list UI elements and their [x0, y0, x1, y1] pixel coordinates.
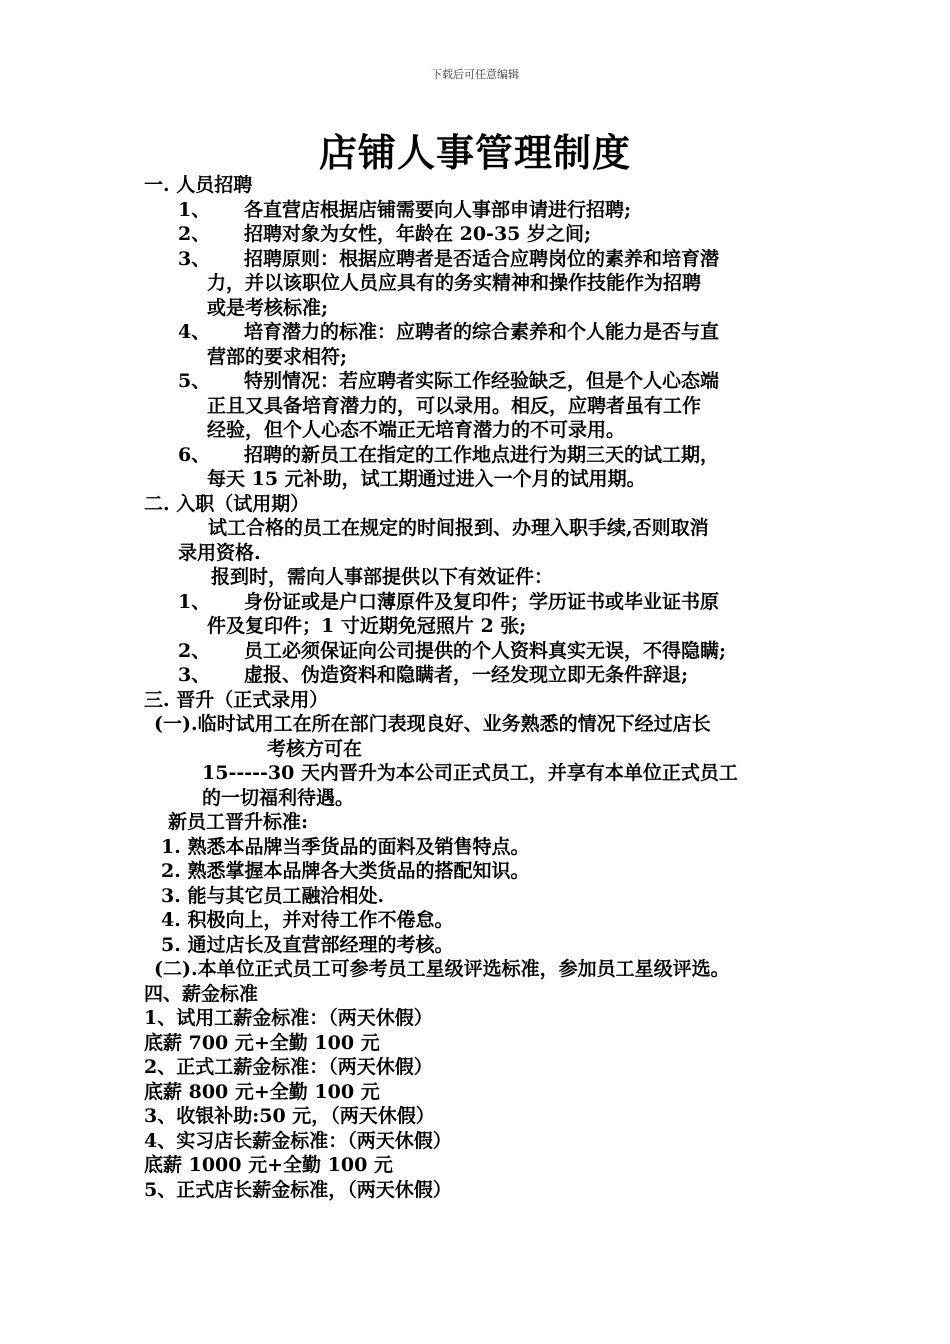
list-text: 招聘对象为女性，年龄在 20-35 岁之间; [244, 223, 592, 245]
section-heading-onboarding: 二. 入职（试用期） [144, 492, 310, 515]
list-item [144, 663, 824, 688]
list-number: 5、 [178, 370, 211, 392]
list-item [144, 369, 824, 394]
list-number: 2、 [178, 223, 211, 245]
list-text-continuation: 或是考核标准; [207, 296, 329, 319]
paragraph: (二).本单位正式员工可参考员工星级评选标准，参加员工星级评选。 [154, 958, 730, 980]
paragraph: 报到时，需向人事部提供以下有效证件： [211, 566, 554, 588]
section-heading-promotion: 三. 晋升（正式录用） [144, 688, 329, 711]
paragraph-continuation: 考核方可在 [267, 737, 363, 760]
list-text: 员工必须保证向公司提供的个人资料真实无误，不得隐瞒; [244, 639, 727, 662]
list-item [144, 443, 824, 468]
section-heading-recruitment: 一. 人员招聘 [144, 174, 253, 196]
list-item: 4. 积极向上，并对待工作不倦怠。 [161, 909, 454, 931]
salary-line: 3、收银补助:50 元，（两天休假） [144, 1105, 435, 1127]
list-text: 各直营店根据店铺需要向人事部申请进行招聘; [244, 198, 632, 221]
list-text-continuation: 每天 15 元补助，试工期通过进入一个月的试用期。 [207, 468, 646, 490]
list-item [144, 639, 824, 664]
list-item: 2. 熟悉掌握本品牌各大类货品的搭配知识。 [161, 860, 530, 882]
list-number: 4、 [178, 321, 211, 343]
list-item [144, 590, 824, 615]
list-number: 2、 [178, 639, 211, 662]
paragraph: 15-----30 天内晋升为本公司正式员工，并享有本单位正式员工 [202, 762, 738, 784]
section-heading-salary: 四、薪金标准 [144, 982, 259, 1005]
list-item: 3. 能与其它员工融洽相处. [161, 884, 385, 907]
list-text-continuation: 经验，但个人心态不端正无培育潜力的不可录用。 [207, 419, 626, 441]
list-number: 3、 [178, 664, 211, 686]
list-text: 虚报、伪造资料和隐瞒者，一经发现立即无条件辞退; [244, 664, 689, 686]
page-header-note: 下载后可任意编辑 [431, 68, 519, 81]
list-text-continuation: 营部的要求相符; [207, 345, 348, 368]
paragraph-continuation: 录用资格. [178, 541, 261, 564]
list-item: 1. 熟悉本品牌当季货品的面料及销售特点。 [161, 835, 530, 858]
salary-line: 底薪 700 元+全勤 100 元 [144, 1031, 380, 1054]
list-item [144, 198, 824, 223]
salary-line: 5、正式店长薪金标准，（两天休假） [144, 1178, 452, 1201]
list-item [144, 247, 824, 272]
paragraph: 试工合格的员工在规定的时间报到、办理入职手续,否则取消 [208, 517, 709, 539]
document-title: 店铺人事管理制度 [318, 130, 631, 175]
salary-line: 底薪 800 元+全勤 100 元 [144, 1080, 380, 1103]
paragraph-continuation: 的一切福利待遇。 [202, 786, 355, 809]
list-text-continuation: 件及复印件；1 寸近期免冠照片 2 张; [207, 615, 527, 637]
list-text: 培育潜力的标准：应聘者的综合素养和个人能力是否与直 [244, 321, 720, 343]
list-item [144, 222, 824, 247]
document-body [144, 173, 824, 1202]
list-text-continuation: 力，并以该职位人员应具有的务实精神和操作技能作为招聘 [207, 272, 702, 294]
salary-line: 1、试用工薪金标准：（两天休假） [144, 1007, 433, 1029]
subheading: 新员工晋升标准: [168, 811, 309, 833]
list-text: 身份证或是户口薄原件及复印件；学历证书或毕业证书原 [244, 590, 720, 613]
list-item: 5. 通过店长及直营部经理的考核。 [161, 933, 454, 956]
salary-line: 底薪 1000 元+全勤 100 元 [144, 1154, 393, 1176]
list-number: 3、 [178, 247, 211, 270]
list-text-continuation: 正且又具备培育潜力的，可以录用。相反，应聘者虽有工作 [207, 394, 702, 417]
list-item [144, 320, 824, 345]
list-number: 1、 [178, 590, 211, 613]
list-number: 6、 [178, 443, 211, 466]
list-text: 特别情况：若应聘者实际工作经验缺乏，但是个人心态端 [244, 370, 720, 392]
list-text: 招聘的新员工在指定的工作地点进行为期三天的试工期， [244, 443, 720, 466]
salary-line: 2、正式工薪金标准：（两天休假） [144, 1056, 433, 1078]
list-text: 招聘原则：根据应聘者是否适合应聘岗位的素养和培育潜 [244, 247, 720, 270]
list-number: 1、 [178, 198, 211, 221]
paragraph: (一).临时试用工在所在部门表现良好、业务熟悉的情况下经过店长 [154, 713, 711, 735]
salary-line: 4、实习店长薪金标准：（两天休假） [144, 1129, 452, 1152]
